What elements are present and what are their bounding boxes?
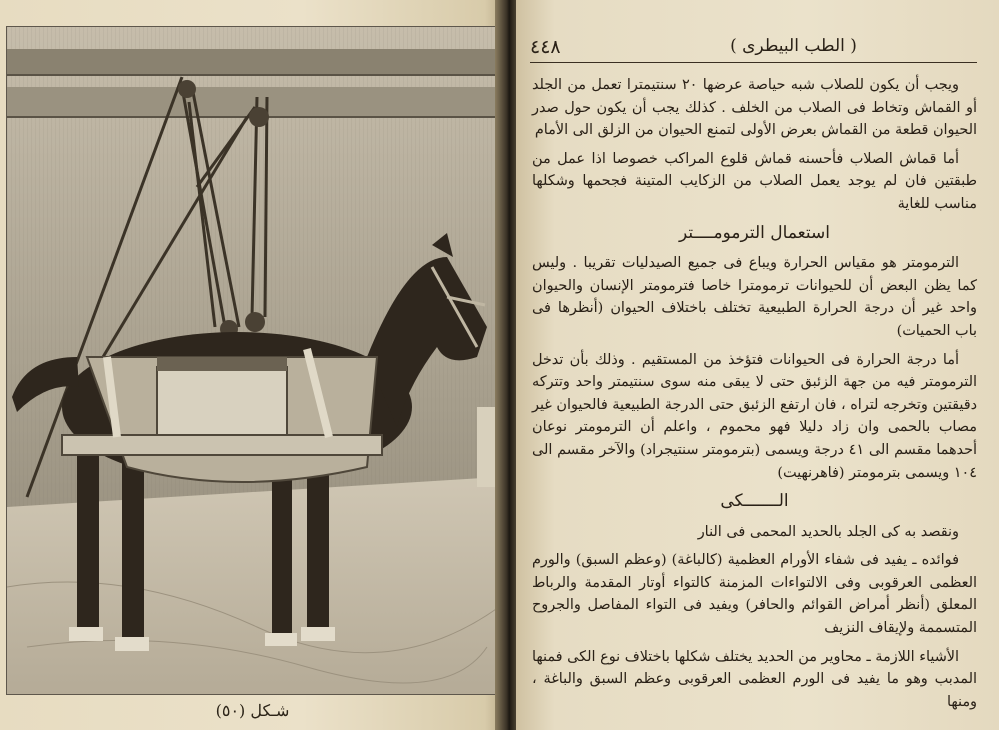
section-title-thermometer: استعمال الترمومــــتر — [679, 222, 830, 243]
paragraph: فوائده ـ يفيد فى شفاء الأورام العظمية (كالباغة) (وعظم السبق) والورم العظمى العرقوبى وفى الالتواءات المزمنة كالتواء أوتار المقدمة والرباط المعلق (أنظر أمراض القوائم والحافر) ويفيد فى التواء المفاصل والجروح المتسممة ولإيقاف النزيف — [532, 552, 977, 637]
horse-in-sling-engraving — [7, 27, 499, 694]
figure-caption: شـكل (٥٠) — [215, 701, 290, 720]
figure-plate — [6, 26, 500, 695]
running-head — [530, 34, 977, 63]
running-title: ( الطب البيطرى ) — [730, 36, 857, 56]
paragraph: الأشياء اللازمة ـ محاوير من الحديد يختلف شكلها باختلاف نوع الكى فمنها المدبب وهو ما يفيد فى الورم العظمى العرقوبى وعظم السبق والباغة ، ومنها — [532, 648, 977, 710]
paragraph: ويجب أن يكون للصلاب شبه حياصة عرضها ٢٠ سنتيمترا تعمل من الجلد أو القماش وتخاط فى الصلاب من الخلف . كذلك يجب أن يكون حول صدر الحيوان قطعة من القماش بعرض الأولى لتمنع الحيوان من الزلق الى الأمام — [532, 77, 977, 139]
right-page — [516, 0, 999, 730]
paragraph: ونقصد به كى الجلد بالحديد المحمى فى النار — [697, 523, 959, 540]
page-number: ٤٤٨ — [530, 36, 561, 58]
paragraph: أما قماش الصلاب فأحسنه قماش قلوع المراكب خصوصا اذا عمل من طبقتين فان لم يوجد يعمل الصلاب من الزكايب المتينة فجحمها وشكلها مناسب للغاية — [532, 150, 977, 212]
paragraph: أما درجة الحرارة فى الحيوانات فتؤخذ من المستقيم . وذلك بأن تدخل الترمومتر فيه من جهة الزئبق حتى لا يبقى منه سوى سنتيمتر واحد وتتركه دقيقتين وتخرجه لتراه ، فان ارتفع الزئبق حتى الدرجة الطبيعية فالحيوان غير مصاب بالحمى وان زاد دليلا فهو محموم ، واعلم أن الترمومتر نوعان أحدهما مقسم الى ٤١ درجة ويسمى (بترمومتر سنتيجراد) والآخر مقسم الى ١٠٤ ويسمى بترمومتر (فاهرنهيت) — [532, 351, 977, 481]
paragraph: الترمومتر هو مقياس الحرارة ويباع فى جميع الصيدليات تقريبا . وليس كما يظن البعض أن للحيوانات ترمومترا خاصا فترمومتر الإنسان والحيوان واحد غير أن درجة الحرارة الطبيعية تختلف باختلاف الحيوان (أنظرها فى باب الحميات) — [532, 255, 977, 339]
page-body — [532, 74, 977, 719]
section-title-cautery: الـــــــكى — [720, 491, 789, 512]
